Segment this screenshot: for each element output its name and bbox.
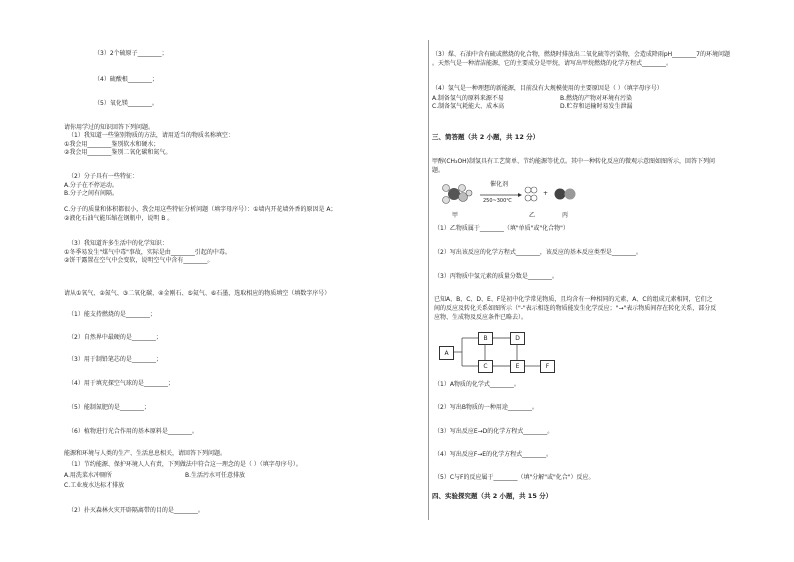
right-line-r10: （2）写出该反应的化学方程式________，该反应的基本反应类型是________。	[434, 249, 642, 256]
right-line-r18: （4）写出反应F→E的化学方程式________。	[434, 451, 553, 458]
left-line-l23: 能源和环境与人类的生产、生活息息相关，请回答下列问题。	[64, 450, 227, 457]
right-line-r15: （1）A物质的化学式________。	[434, 381, 520, 388]
right-line-r20: 四、实验探究题（共 2 小题，共 15 分）	[432, 492, 553, 500]
left-line-l1: （3）2个硫原子________；	[94, 50, 168, 57]
right-line-r19: （5）C与F的反应属于________（填"分解"或"化合"）反应。	[434, 474, 595, 481]
right-line-r7: 甲醇(CH₃OH)制氢具有工艺简单、节约能源等优点。其中一种转化反应的微观示意图如图所示，回答下列问	[432, 158, 716, 165]
left-line-l27: （2）扑灭森林火灾开辟隔离带的目的是________。	[68, 507, 204, 514]
right-line-r3: （4）氢气是一种理想的新能源，目前没有大规模使用的主要原因是（ ）（填字母序号）	[432, 85, 663, 92]
right-line-r9: （1）乙物质属于________（填"单质"或"化合物"）	[434, 225, 569, 232]
reaction-molecules	[436, 184, 596, 224]
right-line-r4b: B.燃烧的产物对环境有污染	[560, 95, 633, 102]
left-line-l17: （1）能支持燃烧的是________；	[68, 311, 156, 318]
right-line-r5b: D.贮存和运输时易发生泄漏	[560, 103, 633, 110]
left-line-l26: C.工业废水达标才排放	[64, 482, 125, 489]
left-line-l12: ②液化石油气能压缩在钢瓶中，说明 B 。	[64, 215, 174, 222]
label-bing: 丙	[562, 212, 569, 219]
flow-diagram	[436, 330, 556, 376]
plus-sign: +	[543, 190, 549, 197]
right-line-r8: 题。	[432, 167, 445, 174]
label-yi: 乙	[529, 212, 536, 219]
right-line-r12: 已知A、B、C、D、E、F是初中化学常见物质，且均含有一种相同的元素，A、C的组成元素相同，它们之	[434, 296, 713, 303]
right-line-r1: （3）煤、石油中含有硫或燃烧的化合物，燃烧时排放出二氧化硫等污染物，会造成降雨pH________7的环境问题	[432, 51, 730, 58]
flow-node-f: F	[540, 360, 555, 373]
left-line-l4: 请你用学过的知识回答下列问题。	[64, 124, 155, 131]
left-line-l19: （3）用于制铅笔芯的是________；	[68, 356, 162, 363]
left-line-l18: （2）自然界中最硬的是________；	[68, 334, 162, 341]
right-line-r17: （3）写出反应E→D的化学方程式________。	[434, 428, 554, 435]
left-line-l25: A.用洗菜水冲厕所	[64, 472, 112, 479]
left-line-l10: B.分子之间有间隔。	[64, 190, 119, 197]
flow-node-c: C	[478, 360, 493, 373]
flow-arrows	[436, 330, 556, 376]
left-line-l11: C.分子的质量和体积都很小，我会用这些特征分析问题（填字母序号）：①墙内开花墙外香的原因是 A；	[64, 206, 337, 213]
right-column	[430, 0, 794, 562]
right-line-r16: （2）写出B物质的一种用途________。	[434, 404, 538, 411]
left-line-l9: A.分子在不停运动。	[64, 182, 118, 189]
left-line-l22: （6）植物进行光合作用的基本原料是________。	[68, 428, 198, 435]
left-line-l13: （3）我知道许多生活中的化学知识：	[68, 240, 168, 247]
catalyst-label: 催化剂	[490, 181, 509, 188]
flow-node-a: A	[439, 346, 454, 360]
column-divider	[428, 40, 429, 520]
left-line-l21: （5）能制氮肥的是________；	[68, 404, 150, 411]
left-line-l15: ②饼干露置在空气中会变软，说明空气中含有________。	[64, 257, 214, 264]
left-line-l2: （4）硫酸根________；	[94, 76, 158, 83]
left-line-l7: ②我会用________鉴别二氧化碳和氮气。	[64, 149, 172, 156]
label-jia: 甲	[452, 212, 459, 219]
right-line-r6: 三、简答题（共 2 小题，共 12 分）	[432, 133, 540, 141]
left-line-l20: （4）用于填充探空气球的是________；	[68, 380, 174, 387]
condition-label: 250~300℃	[483, 198, 512, 204]
reaction-diagram	[436, 181, 596, 224]
right-line-r2: 。天然气是一种清洁能源，它的主要成分是甲烷，请写出甲烷燃烧的化学方程式________。	[432, 60, 673, 67]
left-line-l6: ①我会用________鉴别软水和硬水；	[64, 141, 160, 148]
left-line-l5: （1）我知道一些鉴别物质的方法，请用适当的物质名称填空：	[68, 132, 234, 139]
left-line-l8: （2）分子具有一些特征：	[68, 173, 138, 180]
right-line-r13: 间的反应及转化关系如图所示（"-"表示相连的物质能发生化学反应；"→"表示物质间存在转化关系，部分反	[434, 305, 717, 312]
left-line-l16: 请从①氧气、②氮气、③二氧化碳、④金刚石、⑤氦气、⑥石墨，选取相应的物质填空（填数字序号）	[64, 290, 331, 297]
left-line-l14: ①冬季易发生"煤气中毒"事故，实际是由________引起的中毒。	[64, 249, 231, 256]
left-line-l25b: B.生活污水可任意排放	[185, 472, 246, 479]
left-line-l24: （1）节约能源、保护环境人人有责，下列做法中符合这一理念的是（ ）（填字母序号）。	[68, 461, 302, 468]
left-line-l3: （5）氧化镁________。	[94, 100, 158, 107]
flow-node-d: D	[510, 332, 525, 345]
right-line-r11: （3）丙物质中氢元素的质量分数是________。	[434, 273, 558, 280]
right-line-r5: C.制备氢气耗能大、成本高	[432, 103, 505, 110]
right-line-r14: 应物、生成物及反应条件已略去）。	[434, 314, 528, 321]
flow-node-b: B	[478, 332, 493, 345]
flow-node-e: E	[510, 360, 525, 373]
right-line-r4: A.制备氢气的原料来源不易	[432, 95, 504, 102]
